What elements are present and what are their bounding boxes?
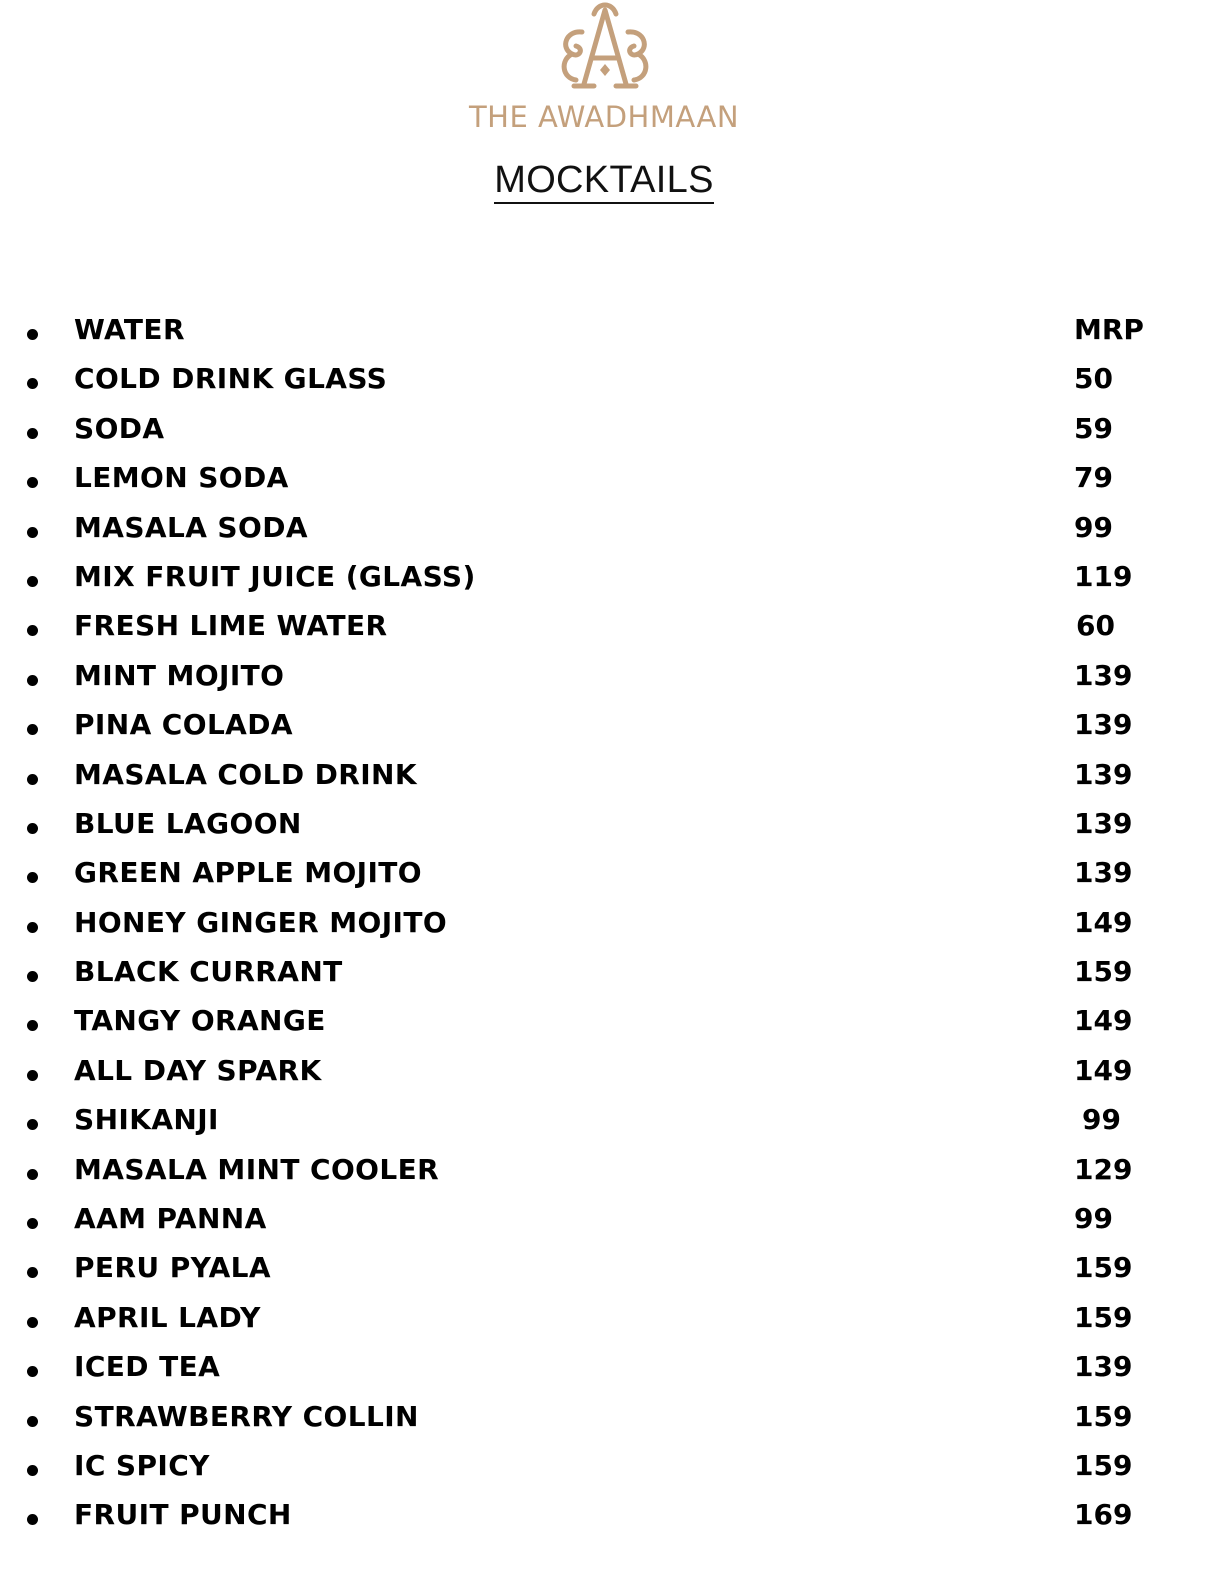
menu-item: [0, 358, 1208, 407]
menu-item-price: 79: [1074, 461, 1113, 495]
menu-item: [0, 1445, 1208, 1494]
bullet-icon: [27, 1267, 38, 1278]
awadhmaan-logo-icon: [554, 0, 656, 95]
menu-item-price: 59: [1074, 411, 1113, 445]
bullet-icon: [27, 971, 38, 982]
menu-item-name: FRESH LIME WATER: [74, 609, 388, 643]
bullet-icon: [27, 625, 38, 636]
menu-item-name: SHIKANJI: [74, 1103, 219, 1137]
menu-item-price: 139: [1074, 708, 1133, 742]
menu-item-price: 169: [1074, 1498, 1133, 1532]
menu-item: [0, 1149, 1208, 1198]
menu-item: [0, 902, 1208, 951]
menu-item-name: STRAWBERRY COLLIN: [74, 1399, 419, 1433]
menu-item: [0, 1198, 1208, 1247]
menu-item-price: 99: [1074, 510, 1113, 544]
menu-item: [0, 1050, 1208, 1099]
bullet-icon: [27, 428, 38, 439]
menu-item: [0, 655, 1208, 704]
menu-item: [0, 457, 1208, 506]
menu-item-name: BLACK CURRANT: [74, 955, 343, 989]
menu-item: [0, 556, 1208, 605]
bullet-icon: [27, 527, 38, 538]
menu-item-name: COLD DRINK GLASS: [74, 362, 388, 396]
menu-item-name: WATER: [74, 313, 185, 346]
bullet-icon: [27, 1070, 38, 1081]
menu-item-price: 119: [1074, 559, 1133, 593]
menu-item: [0, 803, 1208, 852]
bullet-icon: [27, 774, 38, 785]
menu-item: [0, 1247, 1208, 1296]
bullet-icon: [27, 1465, 38, 1476]
menu-item-price: 159: [1074, 1251, 1133, 1285]
menu-item-name: PINA COLADA: [74, 708, 293, 742]
bullet-icon: [27, 1416, 38, 1427]
menu-item-name: ICED TEA: [74, 1350, 221, 1384]
menu-item-name: PERU PYALA: [74, 1251, 271, 1285]
menu-item: [0, 1494, 1208, 1543]
menu-item-price: 99: [1082, 1103, 1121, 1137]
bullet-icon: [27, 576, 38, 587]
menu-item: [0, 1297, 1208, 1346]
menu-item-price: 159: [1074, 955, 1133, 989]
bullet-icon: [27, 922, 38, 933]
menu-item-price: 139: [1074, 658, 1133, 692]
menu-item-price: 159: [1074, 1448, 1133, 1482]
bullet-icon: [27, 477, 38, 488]
menu-item: [0, 1000, 1208, 1049]
section-title: MOCKTAILS: [494, 159, 713, 204]
menu-item-name: AAM PANNA: [74, 1202, 267, 1236]
menu-item-name: MASALA COLD DRINK: [74, 757, 417, 791]
menu-item: [0, 408, 1208, 457]
menu-item-name: LEMON SODA: [74, 461, 289, 495]
bullet-icon: [27, 1020, 38, 1031]
menu-item-name: APRIL LADY: [74, 1300, 261, 1334]
bullet-icon: [27, 1218, 38, 1229]
menu-item-name: HONEY GINGER MOJITO: [74, 905, 448, 939]
menu-item: [0, 605, 1208, 654]
menu-item: [0, 852, 1208, 901]
menu-item-price: 149: [1074, 1004, 1133, 1038]
bullet-icon: [27, 724, 38, 735]
menu-item-name: GREEN APPLE MOJITO: [74, 856, 423, 890]
brand-name: THE AWADHMAAN: [468, 100, 740, 134]
bullet-icon: [27, 378, 38, 389]
menu-item: [0, 1099, 1208, 1148]
menu-item-name: MINT MOJITO: [74, 658, 285, 692]
menu-item-price: 129: [1074, 1152, 1133, 1186]
bullet-icon: [27, 329, 38, 340]
bullet-icon: [27, 1514, 38, 1525]
menu-item-price: 139: [1074, 1350, 1133, 1384]
menu-item-price: 149: [1074, 905, 1133, 939]
menu-item-name: SODA: [74, 411, 165, 445]
bullet-icon: [27, 1169, 38, 1180]
menu-item-name: FRUIT PUNCH: [74, 1498, 292, 1532]
menu-item-price: 139: [1074, 856, 1133, 890]
menu-item: [0, 951, 1208, 1000]
bullet-icon: [27, 1317, 38, 1328]
menu-item-name: MASALA MINT COOLER: [74, 1152, 440, 1186]
bullet-icon: [27, 872, 38, 883]
menu-item-price: 60: [1076, 609, 1115, 643]
mocktail-menu-list: [0, 309, 1208, 1544]
menu-item-price: 50: [1074, 362, 1113, 396]
menu-item-name: IC SPICY: [74, 1448, 210, 1482]
page-title: [0, 159, 1208, 202]
menu-item: [0, 704, 1208, 753]
menu-item-price: 149: [1074, 1053, 1133, 1087]
menu-item-price: MRP: [1074, 313, 1144, 346]
menu-item-price: 159: [1074, 1399, 1133, 1433]
menu-item-price: 139: [1074, 806, 1133, 840]
menu-item-price: 139: [1074, 757, 1133, 791]
menu-item-name: MIX FRUIT JUICE (GLASS): [74, 559, 476, 593]
bullet-icon: [27, 823, 38, 834]
menu-item: [0, 1396, 1208, 1445]
menu-item-name: ALL DAY SPARK: [74, 1053, 322, 1087]
bullet-icon: [27, 675, 38, 686]
menu-item-name: TANGY ORANGE: [74, 1004, 326, 1038]
menu-item: [0, 507, 1208, 556]
bullet-icon: [27, 1366, 38, 1377]
menu-item: [0, 754, 1208, 803]
menu-item-price: 159: [1074, 1300, 1133, 1334]
bullet-icon: [27, 1119, 38, 1130]
menu-item-price: 99: [1074, 1202, 1113, 1236]
menu-item-name: MASALA SODA: [74, 510, 308, 544]
menu-item: [0, 309, 1208, 358]
menu-item-name: BLUE LAGOON: [74, 806, 302, 840]
menu-item: [0, 1346, 1208, 1395]
